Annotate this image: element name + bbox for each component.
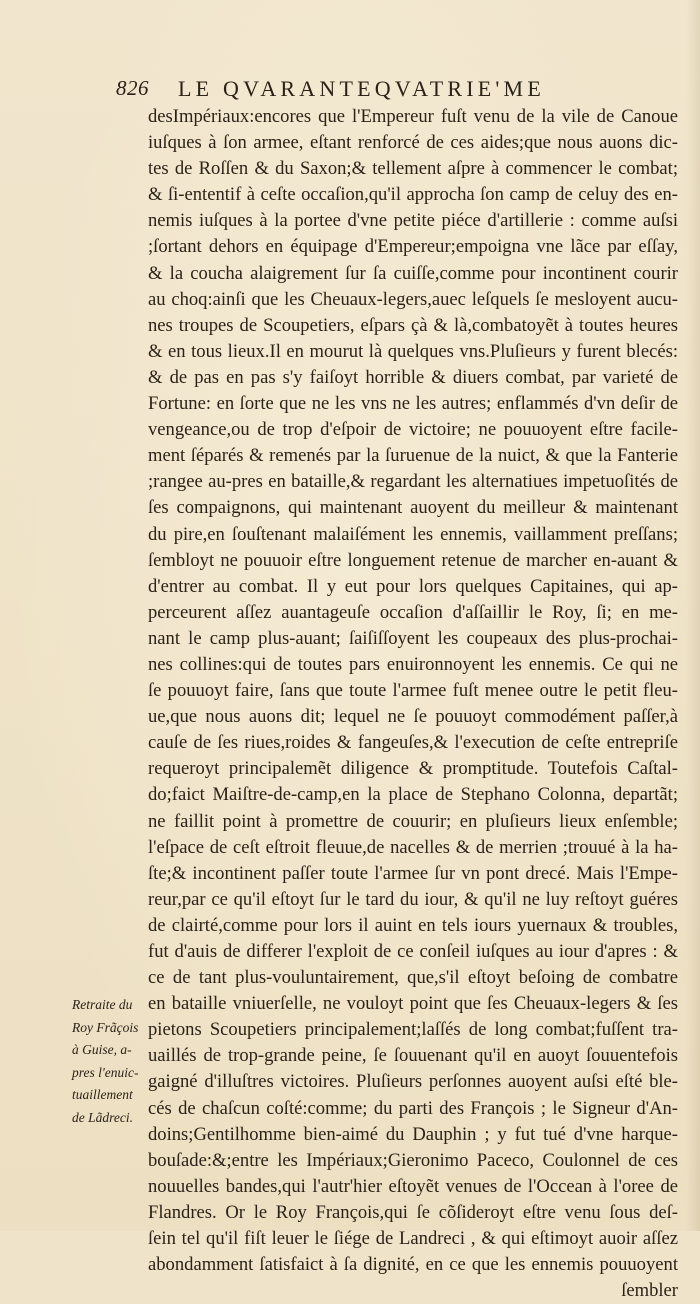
text-line: ;ſortant dehors en équipage d'Empereur;empoigna vne lãce par eſſay, — [148, 236, 678, 258]
margin-note-line: tuaillement — [72, 1087, 133, 1103]
text-line: nes troupes de Scoupetiers, eſpars çà & là,combatoyẽt à toutes heures — [148, 314, 678, 336]
text-line: ue,que nous auons dit; lequel ne ſe pouuoyt commodément paſſer,à — [148, 706, 678, 728]
text-line: requeroyt principalemẽt diligence & promptitude. Toutefois Caſtal- — [148, 758, 678, 780]
text-line: l'eſpace de ceſt eſtroit fleuue,de nacelles & de merrien ;trouué à la ha- — [148, 836, 678, 858]
text-line: tes de Roſſen & du Saxon;& tellement aſpre à commencer le combat; — [148, 158, 678, 180]
text-line: nant le camp plus-auant; ſaiſiſſoyent les coupeaux des plus-prochai- — [148, 627, 678, 649]
text-line: gaigné d'illuſtres victoires. Pluſieurs perſonnes auoyent auſsi eſté ble- — [148, 1071, 678, 1093]
text-line: ;rangee au-pres en bataille,& regardant les alternatiues impetuoſités de — [148, 471, 678, 493]
text-line: & ſi-ententif à ceſte occaſion,qu'il approcha ſon camp de celuy des en- — [148, 184, 678, 206]
text-line: ſes compaignons, qui maintenant auoyent du meilleur & maintenant — [148, 497, 678, 519]
text-line: do;faict Maiſtre-de-camp,en la place de Stephano Colonna, departãt; — [148, 784, 678, 806]
text-line: fut d'auis de differer l'exploit de ce conſeil iuſques au iour d'apres : & — [148, 941, 678, 962]
text-line: Fortune: en ſorte que ne les vns ne les autres; enflammés d'vn deſir de — [148, 393, 678, 415]
margin-note-line: pres l'enuic- — [72, 1064, 139, 1080]
margin-note-line: Roy Frãçois — [72, 1019, 139, 1035]
text-line: & en tous lieux.Il en mourut là quelques vns.Pluſieurs y furent blecés: — [148, 340, 678, 362]
text-line: de clairté,comme pour lors il auint en tels iours yuernaux & troubles, — [148, 914, 678, 936]
text-line: d'entrer au combat. Il y eut pour lors quelques Capitaines, qui ap- — [148, 575, 678, 597]
page-edge-shadow — [686, 0, 700, 1231]
text-line: ſe pouuoyt faire, ſans que toute l'armee fuſt menee outre le petit fleu- — [148, 680, 678, 702]
text-line: perceurent aſſez auantageuſe occaſion d'aſſaillir le Roy, ſi; en me- — [148, 601, 678, 623]
running-title: LE QVARANTEQVATRIE'ME — [178, 76, 545, 101]
margin-note-line: à Guise, a- — [72, 1042, 132, 1058]
text-line: & de pas en pas s'y faiſoyt horrible & diuers combat, par varieté de — [148, 366, 678, 388]
text-line: nemis iuſques à la portee d'vne petite piéce d'artillerie : comme auſsi — [148, 210, 678, 232]
text-line: uaillés de trop-grande peine, ſe ſouuenant qu'il en auoyt ſouuentefois — [148, 1045, 678, 1067]
text-line: ſein tel qu'il fiſt leuer le ſiége de Landreci , & qui eſtimoyt auoir aſſez — [148, 1228, 678, 1250]
margin-note-line: Retraite du — [72, 997, 133, 1012]
text-line: vengeance,ou de trop d'eſpoir de victoire; ne pouuoyent eſtre facile- — [148, 419, 678, 441]
text-line: Flandres. Or le Roy François,qui ſe cõſideroyt eſtre venu ſous deſ- — [148, 1201, 678, 1223]
text-line: reur,par ce qu'il eſtoyt ſur le tard du iour, & qu'il ne luy reſtoyt guéres — [148, 888, 678, 910]
body-text — [148, 104, 678, 1304]
text-line: ment ſéparés & remenés par la ſuruenue de la nuict, & que la Fanterie — [148, 445, 678, 467]
text-line: desImpériaux:encores que l'Empereur fuſt venu de la vile de Canoue — [148, 106, 678, 127]
text-line: ne faillit point à promettre de couurir; en pluſieurs lieux enſemble; — [148, 810, 678, 832]
margin-note — [72, 994, 152, 1130]
text-line: du pire,en ſouſtenant malaiſément les ennemis, vaillamment preſſans; — [148, 523, 678, 545]
page-header — [116, 76, 636, 104]
text-line: pietons Scoupetiers principalement;laſſés de long combat;fuſſent tra- — [148, 1019, 678, 1041]
text-line: ſte;& incontinent paſſer toute l'armee ſur vn pont drecé. Mais l'Empe- — [148, 862, 678, 884]
margin-note-line: de Lãdreci. — [72, 1109, 133, 1125]
text-line: nes collines:qui de toutes pars enuironnoyent les ennemis. Ce qui ne — [148, 653, 678, 675]
text-line: cés de chaſcun coſté:comme; du parti des François ; le Signeur d'An- — [148, 1097, 678, 1119]
text-line: nouuelles bandes,qui l'autr'hier eſtoyẽt venues de l'Occean à l'oree de — [148, 1175, 678, 1197]
catchword: ſembler — [621, 1280, 678, 1302]
text-line: doins;Gentilhomme bien-aimé du Dauphin ; y fut tué d'vne harque- — [148, 1123, 678, 1145]
text-line: au choq:ainſi que les Cheuaux-legers,auec leſquels ſe mesloyent aucu- — [148, 288, 678, 310]
text-line: ſembloyt ne pouuoir eſtre longuement retenue de marcher en-auant & — [148, 549, 678, 571]
text-line: cauſe de ſes riues,roides & fangeuſes,& l'execution de ceſte entrepriſe — [148, 732, 678, 754]
text-line: & la coucha alaigrement ſur ſa cuiſſe,comme pour incontinent courir — [148, 262, 678, 284]
text-line: ce de tant plus-vouluntairement, que,s'il eſtoyt beſoing de combatre — [148, 967, 678, 989]
text-line: en bataille vniuerſelle, ne vouloyt point que ſes Cheuaux-legers & ſes — [148, 993, 678, 1015]
page-number: 826 — [116, 76, 149, 100]
text-line: abondamment ſatisfaict à ſa dignité, en ce que les ennemis pouuoyent — [148, 1254, 678, 1276]
text-line: bouſade:&;entre les Impériaux;Gieronimo Paceco, Coulonnel de ces — [148, 1149, 678, 1171]
text-line: iuſques à ſon armee, eſtant renforcé de ces aides;que nous auons dic- — [148, 132, 678, 154]
